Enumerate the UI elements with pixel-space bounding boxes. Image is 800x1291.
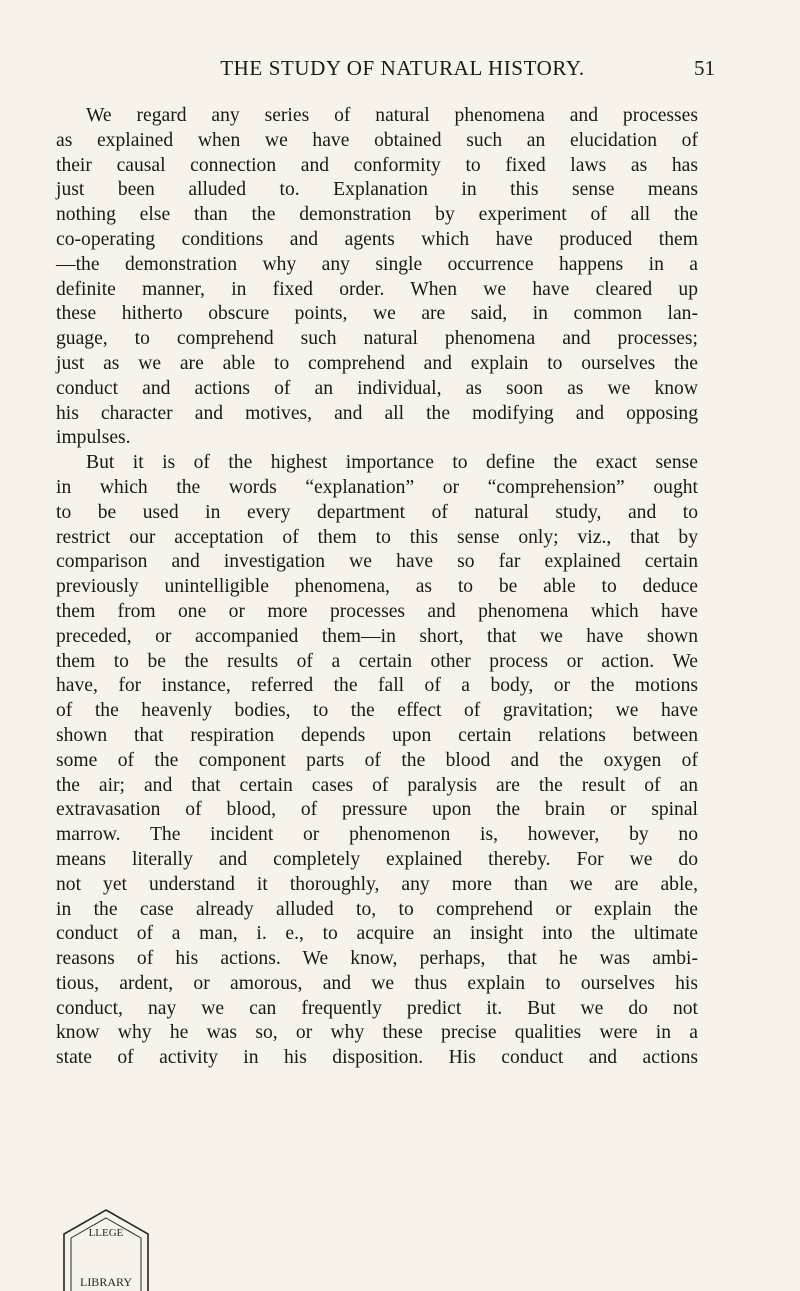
library-stamp (56, 1206, 156, 1291)
text-line: We regard any series of natural phenomena and processes (86, 105, 698, 126)
text-line: previously unintelligible phenomena, as to be able to deduce (56, 576, 698, 598)
text-line: of the heavenly bodies, to the effect of gravitation; we have (56, 700, 698, 722)
text-line: conduct of a man, i. e., to acquire an insight into the ultimate (56, 923, 698, 945)
text-line: preceded, or accompanied them—in short, that we have shown (56, 625, 698, 647)
stamp-text-top: LLEGE (88, 1227, 124, 1239)
text-line: them to be the results of a certain other process or action. We (56, 650, 698, 672)
paragraph (56, 451, 698, 1071)
text-line: restrict our acceptation of them to this sense only; viz., that by (56, 526, 698, 548)
text-line: marrow. The incident or phenomenon is, however, by no (56, 824, 698, 846)
text-line: shown that respiration depends upon certain relations between (56, 724, 698, 746)
text-line: guage, to comprehend such natural phenomena and processes; (56, 328, 698, 350)
text-line: as explained when we have obtained such an elucidation of (56, 129, 698, 151)
stamp-text-bottom: LIBRARY (79, 1275, 133, 1289)
text-line: just been alluded to. Explanation in this sense means (56, 179, 698, 201)
text-line: to be used in every department of natural study, and to (56, 501, 698, 523)
text-line: know why he was so, or why these precise qualities were in a (56, 1022, 698, 1044)
text-line: extravasation of blood, of pressure upon the brain or spinal (56, 799, 698, 821)
text-line: have, for instance, referred the fall of a body, or the motions (56, 675, 698, 697)
text-line: some of the component parts of the blood and the oxygen of (56, 749, 698, 771)
library-stamp-graphic (56, 1206, 156, 1291)
text-line: But it is of the highest importance to define the exact sense (86, 452, 698, 474)
running-title: THE STUDY OF NATURAL HISTORY. (220, 56, 585, 80)
text-line: reasons of his actions. We know, perhaps, that he was ambi- (56, 948, 698, 970)
text-line: nothing else than the demonstration by experiment of all the (56, 204, 698, 226)
text-line: impulses. (56, 427, 131, 449)
text-line: the air; and that certain cases of paralysis are the result of an (56, 774, 698, 796)
text-line: —the demonstration why any single occurrence happens in a (56, 253, 698, 275)
text-line: state of activity in his disposition. His conduct and actions (56, 1047, 698, 1069)
text-line: conduct, nay we can frequently predict it. But we do not (56, 997, 698, 1019)
text-line: comparison and investigation we have so far explained certain (56, 551, 698, 573)
text-line: just as we are able to comprehend and explain to ourselves the (56, 352, 698, 374)
text-line: conduct and actions of an individual, as soon as we know (56, 377, 698, 399)
text-line: in the case already alluded to, to comprehend or explain the (56, 898, 698, 920)
text-line: their causal connection and conformity to fixed laws as has (56, 154, 698, 176)
paragraph (56, 104, 698, 451)
text-line: them from one or more processes and phenomena which have (56, 600, 698, 622)
body-text (56, 104, 698, 1071)
text-line: in which the words “explanation” or “comprehension” ought (56, 476, 698, 498)
page-number: 51 (694, 56, 715, 80)
text-line: these hitherto obscure points, we are said, in common lan- (56, 303, 698, 325)
text-line: not yet understand it thoroughly, any more than we are able, (56, 873, 698, 895)
text-line: tious, ardent, or amorous, and we thus explain to ourselves his (56, 972, 698, 994)
text-line: co-operating conditions and agents which have produced them (56, 228, 698, 250)
text-line: definite manner, in fixed order. When we have cleared up (56, 278, 698, 300)
page-header (90, 56, 715, 90)
text-line: means literally and completely explained thereby. For we do (56, 848, 698, 870)
text-line: his character and motives, and all the modifying and opposing (56, 402, 698, 424)
